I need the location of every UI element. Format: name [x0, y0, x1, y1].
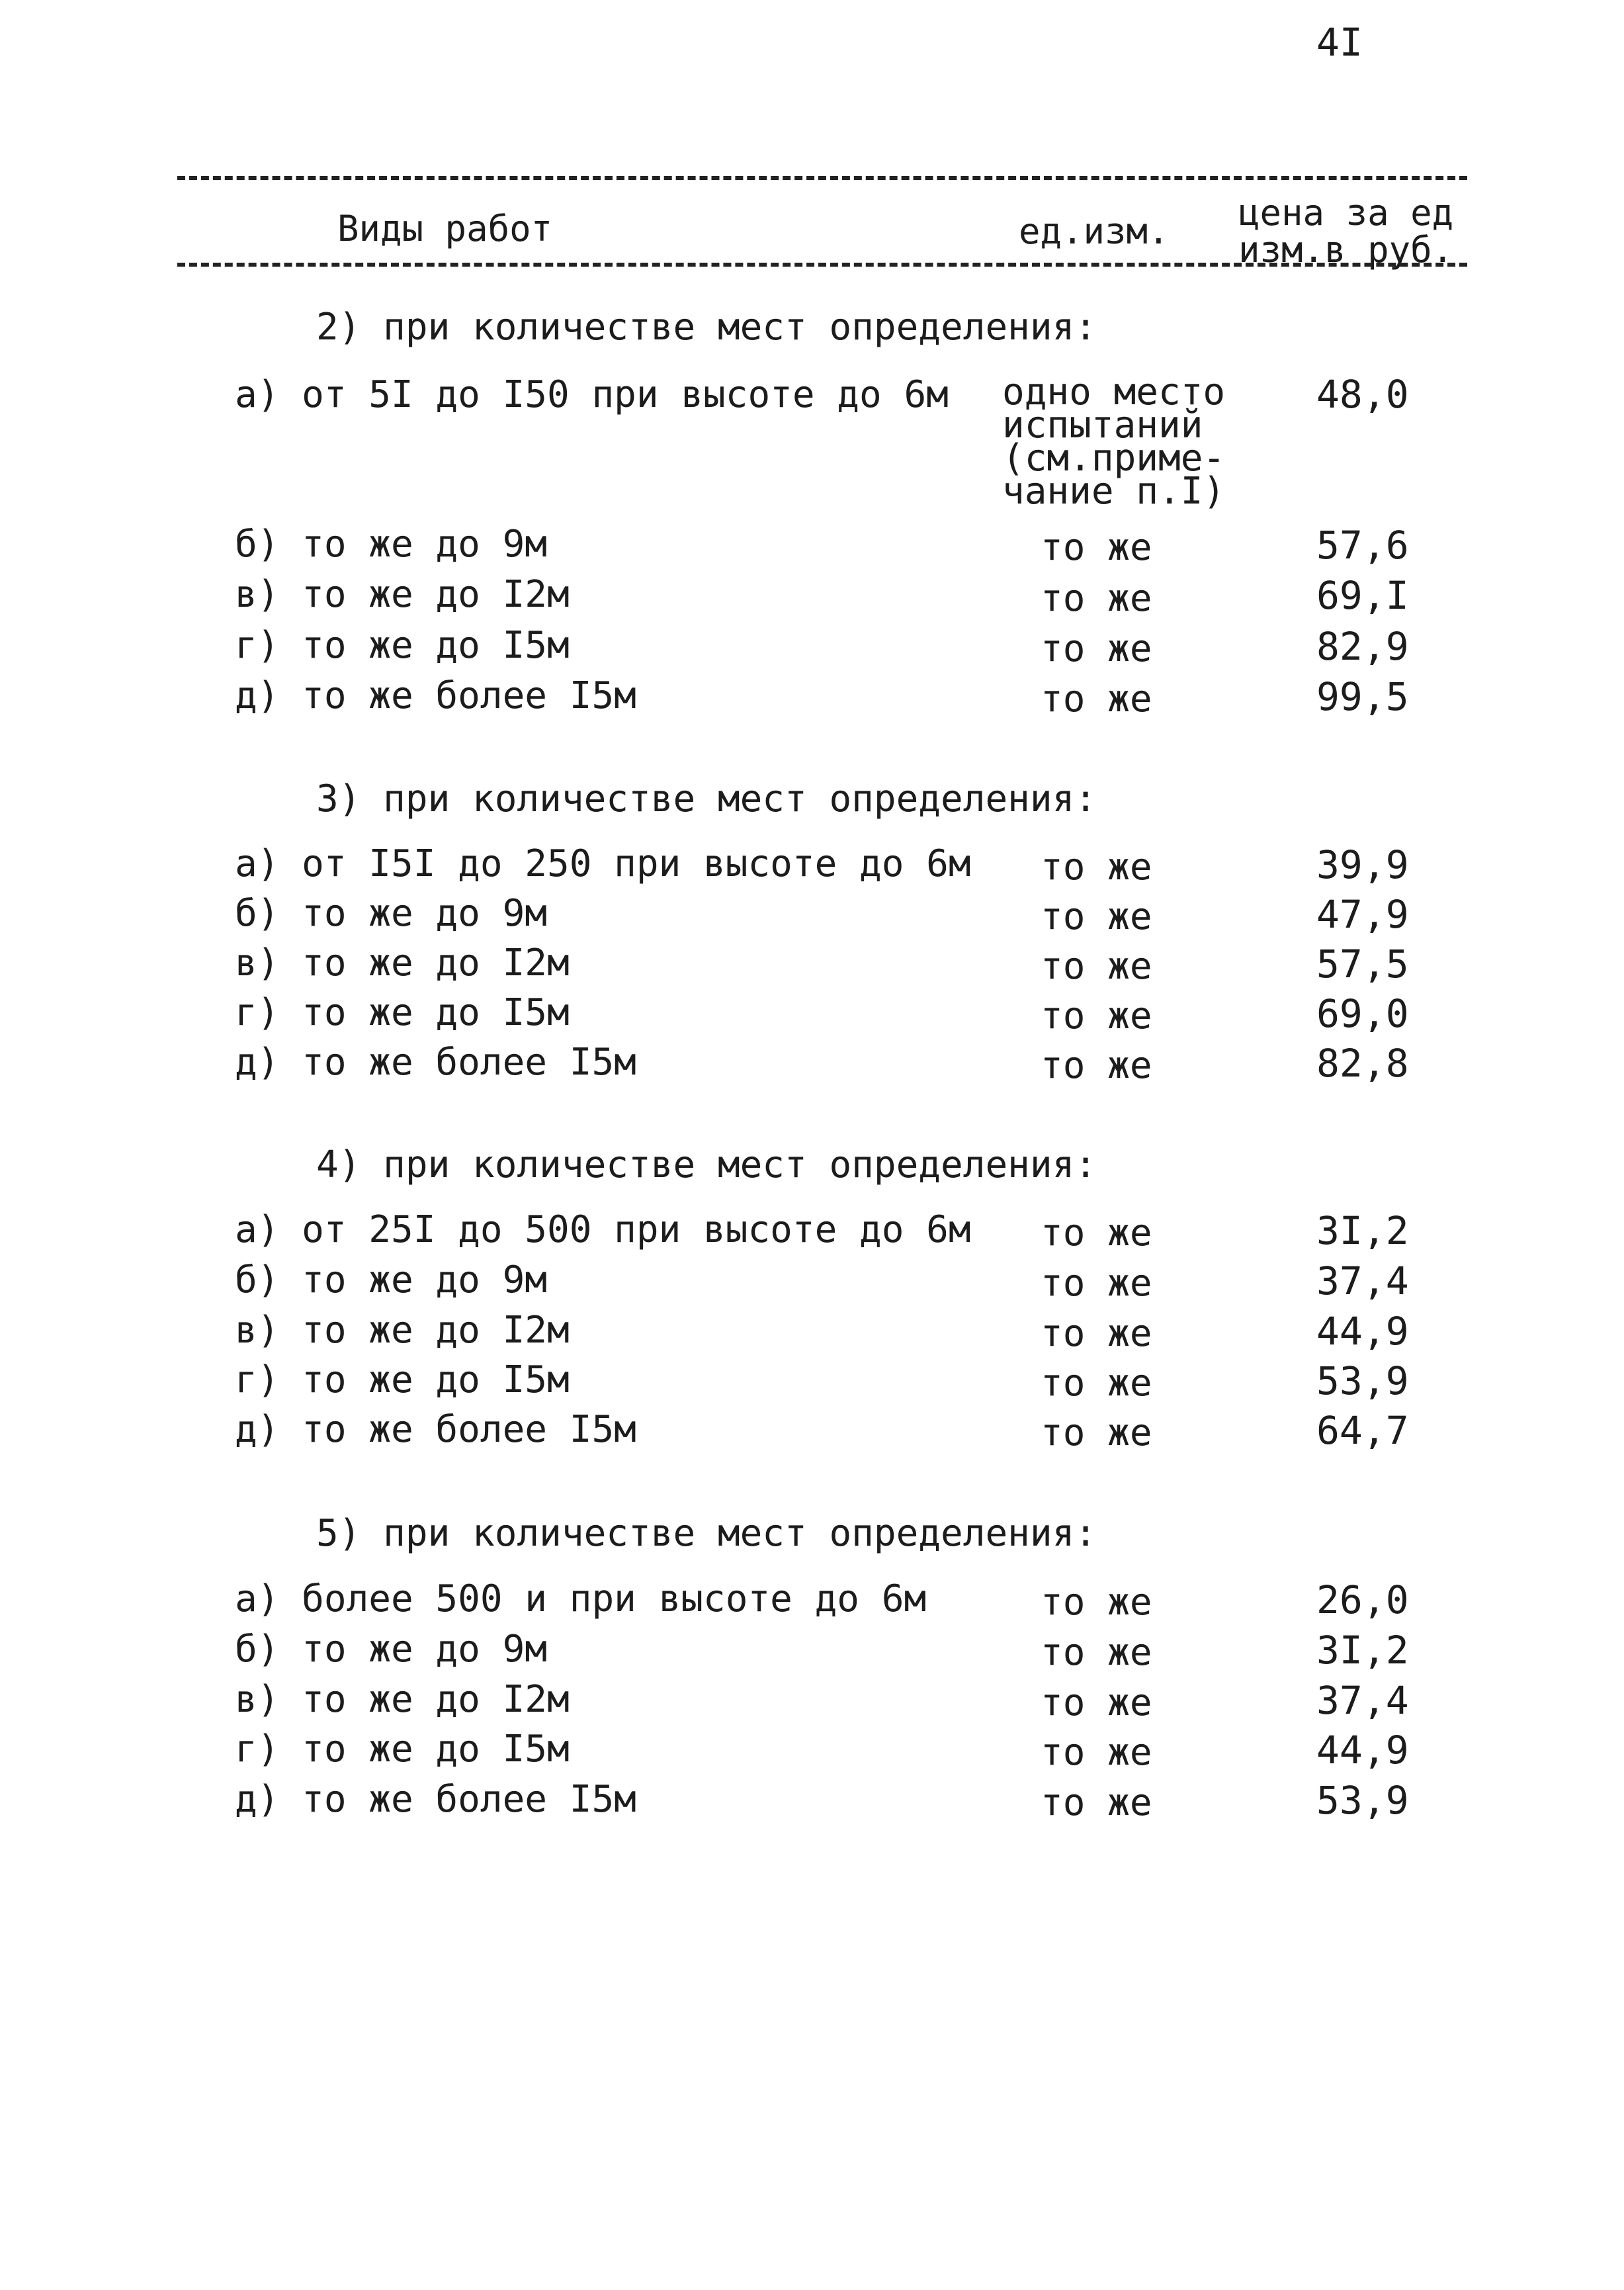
header-price-line2: изм.в руб.	[1238, 229, 1454, 271]
row-unit: то же	[1041, 1362, 1152, 1405]
row-price: 53,9	[1316, 1778, 1409, 1823]
row-text: б) то же до 9м	[235, 892, 548, 935]
row-unit: то же	[1041, 1044, 1152, 1087]
row-text: б) то же до 9м	[235, 523, 548, 566]
section-title: 3) при количестве мест определения:	[316, 777, 1097, 820]
header-price	[1238, 192, 1454, 271]
header-price-line1: цена за ед	[1238, 192, 1454, 234]
row-price: 3I,2	[1316, 1628, 1409, 1673]
row-text: а) от 5I до I50 при высоте до 6м	[235, 373, 949, 416]
row-price: 57,6	[1316, 523, 1409, 568]
row-text: в) то же до I2м	[235, 942, 570, 985]
header-work-types: Виды работ	[337, 208, 553, 249]
row-unit: то же	[1041, 1631, 1152, 1674]
row-price: 37,4	[1316, 1258, 1409, 1303]
row-unit: то же	[1041, 627, 1152, 670]
row-unit	[1002, 371, 1226, 513]
header-bottom-rule	[177, 263, 1467, 267]
row-text: в) то же до I2м	[235, 1309, 570, 1352]
row-unit: то же	[1041, 895, 1152, 938]
row-price: 69,0	[1316, 991, 1409, 1036]
row-unit: то же	[1041, 1262, 1152, 1305]
section-title: 5) при количестве мест определения:	[316, 1512, 1097, 1555]
row-text: а) от I5I до 250 при высоте до 6м	[235, 842, 971, 885]
row-unit: то же	[1041, 678, 1152, 721]
row-text: б) то же до 9м	[235, 1628, 548, 1671]
row-price: 69,I	[1316, 573, 1409, 618]
row-text: д) то же более I5м	[235, 1408, 636, 1451]
row-unit-line: (см.приме-	[1002, 437, 1226, 480]
row-price: 99,5	[1316, 674, 1409, 719]
row-unit: то же	[1041, 846, 1152, 889]
row-text: в) то же до I2м	[235, 1678, 570, 1721]
row-price: 53,9	[1316, 1358, 1409, 1403]
row-text: в) то же до I2м	[235, 573, 570, 616]
row-price: 48,0	[1316, 372, 1409, 417]
header-unit: ед.изм.	[1019, 210, 1170, 252]
row-price: 26,0	[1316, 1577, 1409, 1622]
row-price: 44,9	[1316, 1728, 1409, 1773]
row-unit-line: одно место	[1002, 371, 1226, 414]
row-unit: то же	[1041, 1581, 1152, 1624]
row-unit: то же	[1041, 1411, 1152, 1454]
row-unit-line: чание п.I)	[1002, 470, 1226, 513]
row-text: г) то же до I5м	[235, 1728, 570, 1771]
row-price: 47,9	[1316, 892, 1409, 937]
row-price: 57,5	[1316, 942, 1409, 987]
section-title: 2) при количестве мест определения:	[316, 306, 1097, 349]
row-text: г) то же до I5м	[235, 624, 570, 667]
header-top-rule	[177, 176, 1467, 180]
row-text: г) то же до I5м	[235, 991, 570, 1034]
row-unit: то же	[1041, 1731, 1152, 1774]
row-text: д) то же более I5м	[235, 1778, 636, 1821]
row-price: 44,9	[1316, 1309, 1409, 1354]
row-text: б) то же до 9м	[235, 1258, 548, 1301]
row-text: д) то же более I5м	[235, 1041, 636, 1084]
row-unit: то же	[1041, 577, 1152, 620]
row-unit: то же	[1041, 1312, 1152, 1355]
row-text: г) то же до I5м	[235, 1358, 570, 1401]
row-unit: то же	[1041, 1681, 1152, 1724]
row-price: 82,9	[1316, 624, 1409, 669]
row-unit-line: испытаний	[1002, 404, 1203, 447]
page-number: 4I	[1316, 20, 1363, 65]
row-unit: то же	[1041, 945, 1152, 988]
row-unit: то же	[1041, 526, 1152, 569]
row-text: д) то же более I5м	[235, 674, 636, 717]
section-title: 4) при количестве мест определения:	[316, 1143, 1097, 1186]
row-price: 3I,2	[1316, 1208, 1409, 1253]
row-unit: то же	[1041, 994, 1152, 1037]
row-price: 82,8	[1316, 1041, 1409, 1086]
row-unit: то же	[1041, 1781, 1152, 1824]
row-unit: то же	[1041, 1211, 1152, 1255]
row-price: 64,7	[1316, 1408, 1409, 1453]
row-text: а) от 25I до 500 при высоте до 6м	[235, 1208, 971, 1251]
row-text: а) более 500 и при высоте до 6м	[235, 1577, 927, 1620]
row-price: 37,4	[1316, 1678, 1409, 1723]
row-price: 39,9	[1316, 842, 1409, 887]
